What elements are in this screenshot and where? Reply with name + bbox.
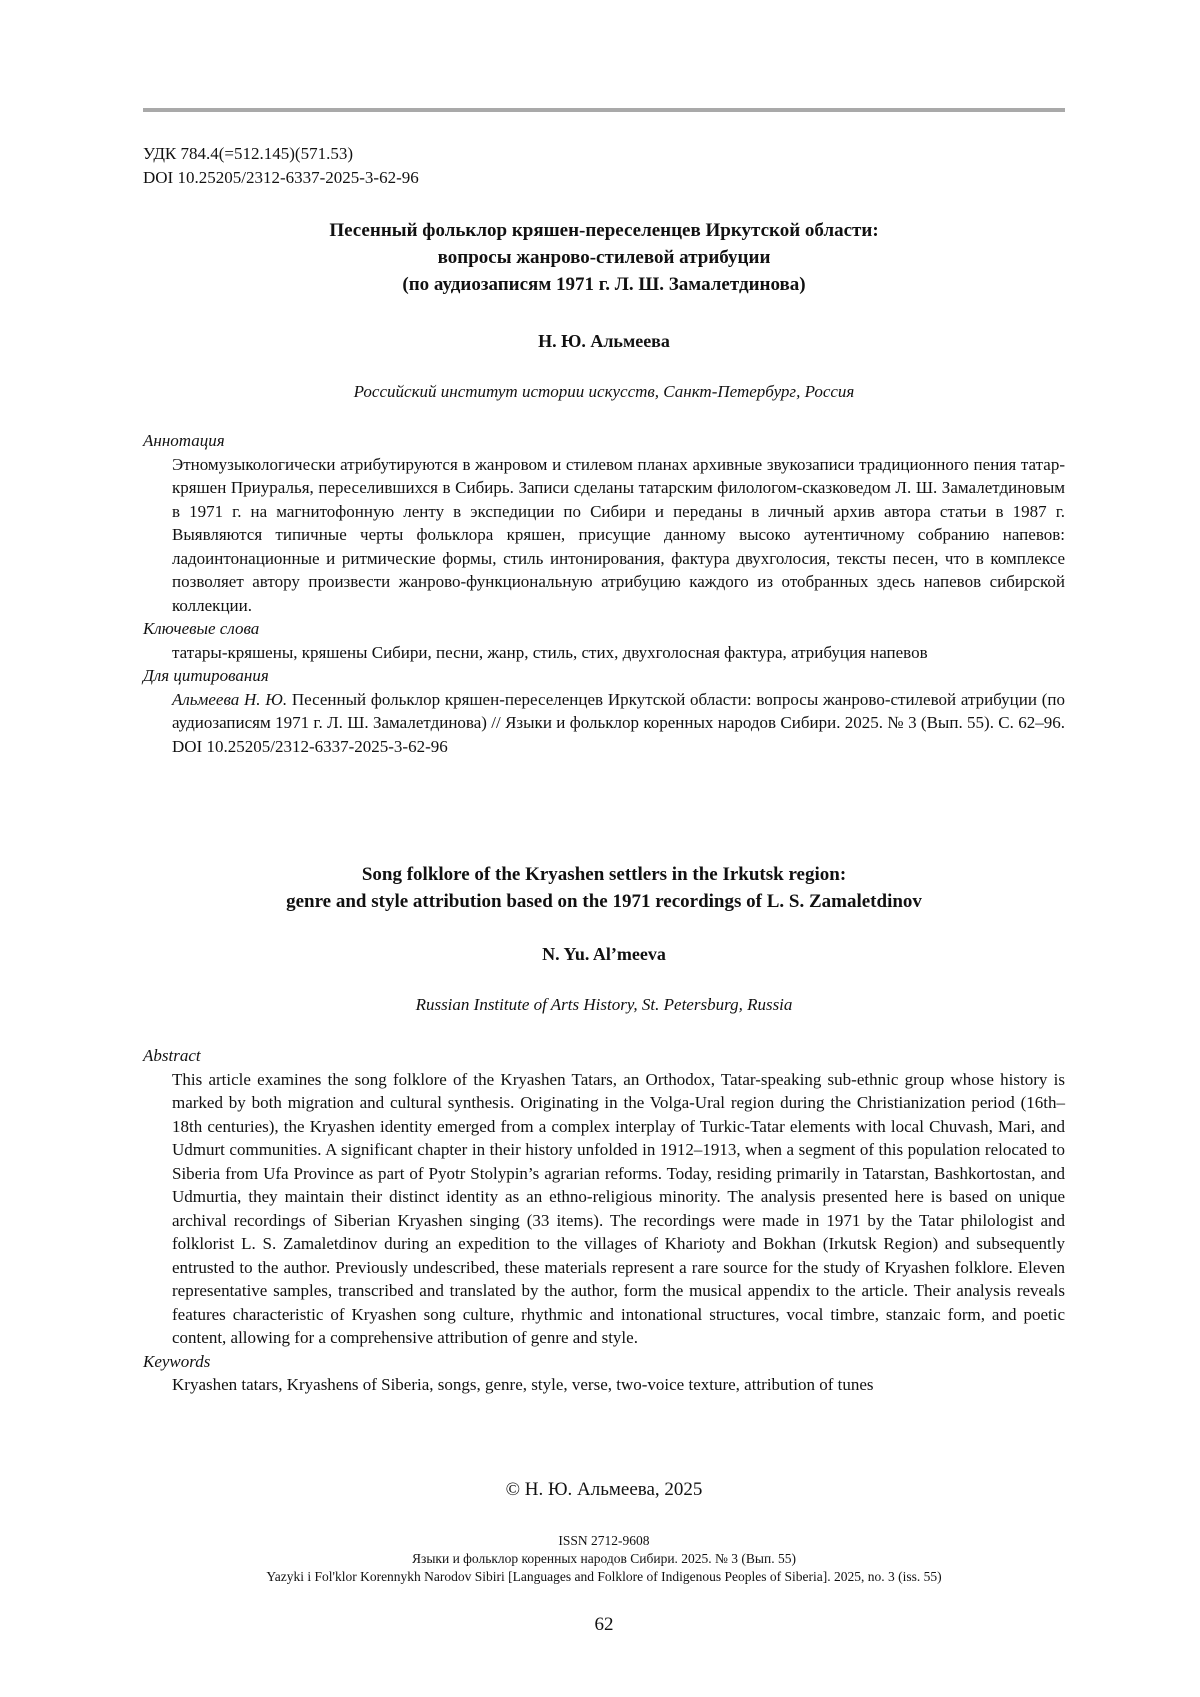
ru-abstract-text: Этномузыкологически атрибутируются в жанровом и стилевом планах архивные звукозаписи традиционного пения татар-кряшен Приуралья, переселившихся в Сибирь. Записи сделаны татарским филологом-сказковедом Л. Ш. Замалетдиновым в 1971 г. на магнитофонную ленту в экспедиции по Сибири и переданы в личный архив автора статьи в 1987 г. Выявляются типичные черты фольклора кряшен, присущие данному высоко аутентичному собранию напевов: ладоинтонационные и ритмические формы, стиль интонирования, фактура двухголосия, тексты песен, что в комплексе позволяет автору произвести жанрово-функциональную атрибуцию каждого из отобранных здесь напевов сибирской коллекции.: [172, 454, 1065, 615]
doi: DOI 10.25205/2312-6337-2025-3-62-96: [143, 168, 419, 187]
ru-citation-label: Для цитирования: [143, 666, 269, 685]
ru-title-line3: (по аудиозаписям 1971 г. Л. Ш. Замалетдинова): [402, 274, 806, 295]
ru-abstract-label: Аннотация: [143, 431, 225, 450]
copyright-notice: © Н. Ю. Альмеева, 2025: [505, 1479, 703, 1500]
en-title-line2: genre and style attribution based on the 1971 recordings of L. S. Zamaletdinov: [286, 891, 922, 912]
journal-name-ru: Языки и фольклор коренных народов Сибири. 2025. № 3 (Вып. 55): [412, 1551, 796, 1566]
journal-name-en: Yazyki i Fol'klor Korennykh Narodov Sibiri [Languages and Folklore of Indigenous Peoples of Siberia]. 2025, no. 3 (iss. 55): [266, 1569, 942, 1584]
issn: ISSN 2712-9608: [558, 1533, 650, 1548]
en-affiliation: Russian Institute of Arts History, St. Petersburg, Russia: [415, 995, 793, 1014]
article-meta: [143, 142, 419, 190]
en-author: N. Yu. Al’meeva: [542, 944, 666, 964]
ru-title-line2: вопросы жанрово-стилевой атрибуции: [437, 247, 771, 268]
ru-abstract-section: [143, 429, 1065, 758]
ru-citation-author: Альмеева Н. Ю.: [172, 689, 288, 709]
en-abstract-label: Abstract: [143, 1046, 201, 1065]
ru-keywords-label: Ключевые слова: [143, 619, 260, 638]
en-abstract-section: [143, 1044, 1065, 1397]
ru-keywords-text: татары-кряшены, кряшены Сибири, песни, жанр, стиль, стих, двухголосная фактура, атрибуция напевов: [172, 642, 928, 662]
en-keywords-label: Keywords: [143, 1351, 211, 1371]
ru-author: Н. Ю. Альмеева: [538, 331, 670, 351]
en-title-line1: Song folklore of the Kryashen settlers in the Irkutsk region:: [361, 864, 847, 885]
en-title: [143, 861, 1065, 915]
journal-footer: [143, 1532, 1065, 1586]
en-keywords-text: Kryashen tatars, Kryashens of Siberia, songs, genre, style, verse, two-voice texture, attribution of tunes: [172, 1375, 874, 1394]
ru-title: [143, 217, 1065, 298]
udk-code: УДК 784.4(=512.145)(571.53): [143, 144, 353, 163]
ru-affiliation: Российский институт истории искусств, Санкт-Петербург, Россия: [353, 382, 855, 401]
ru-title-line1: Песенный фольклор кряшен-переселенцев Иркутской области:: [329, 220, 879, 241]
page-number: 62: [594, 1614, 614, 1635]
ru-citation: [172, 688, 1065, 759]
en-abstract-text: This article examines the song folklore of the Kryashen Tatars, an Orthodox, Tatar-speaking sub-ethnic group whose history is marked by both migration and cultural synthesis. Originating in the Volga-Ural region during the Christianization period (16th–18th centuries), the Kryashen identity emerged from a complex interplay of Turkic-Tatar elements with local Chuvash, Mari, and Udmurt communities. A significant chapter in their history unfolded in 1912–1913, when a segment of this population relocated to Siberia from Ufa Province as part of Pyotr Stolypin’s agrarian reforms. Today, residing primarily in Tatarstan, Bashkortostan, and Udmurtia, they maintain their distinct identity as an ethno-religious minority. The analysis presented here is based on unique archival recordings of Siberian Kryashen singing (33 items). The recordings were made in 1971 by the Tatar philologist and folklorist L. S. Zamaletdinov during an expedition to the villages of Khariotу and Bokhan (Irkutsk Region) and subsequently entrusted to the author. Previously undescribed, these materials represent a rare source for the study of Kryashen folklore. Eleven representative samples, transcribed and translated by the author, form the musical appendix to the article. Their analysis reveals features characteristic of Kryashen song culture, rhythmic and intonational structures, vocal timbre, stanzaic form, and poetic content, allowing for a comprehensive attribution of genre and style.: [172, 1069, 1065, 1347]
top-rule: [143, 108, 1065, 112]
ru-citation-text: Песенный фольклор кряшен-переселенцев Иркутской области: вопросы жанрово-стилевой атрибуции (по аудиозаписям 1971 г. Л. Ш. Замалетдинова) // Языки и фольклор коренных народов Сибири. 2025. № 3 (Вып. 55). С. 62–96. DOI 10.25205/2312-6337-2025-3-62-96: [172, 689, 1065, 756]
